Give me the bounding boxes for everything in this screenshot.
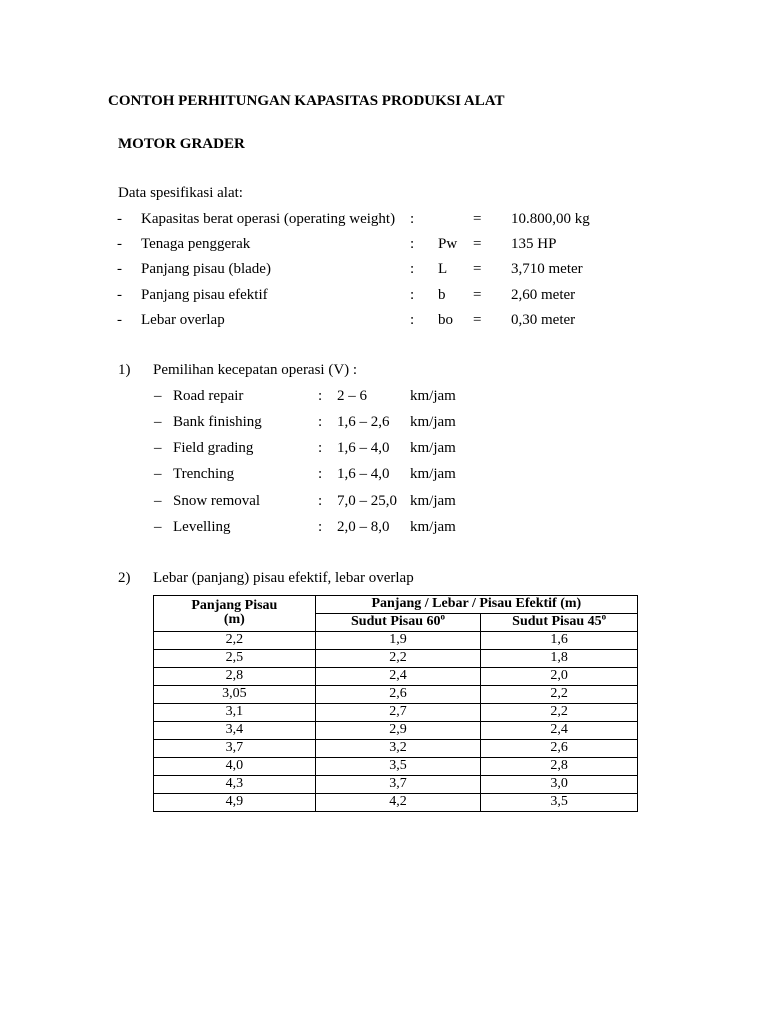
- speed-unit: km/jam: [410, 414, 456, 430]
- table-cell: 1,8: [481, 650, 638, 668]
- spec-equals: =: [473, 312, 482, 328]
- table-cell: 3,4: [154, 722, 316, 740]
- spec-symbol: bo: [438, 312, 453, 328]
- spec-label: Kapasitas berat operasi (operating weight): [141, 211, 396, 227]
- speed-range: 7,0 – 25,0: [337, 493, 397, 509]
- speed-label: Snow removal: [173, 493, 261, 509]
- table-cell: 4,0: [154, 758, 316, 776]
- table-cell: 4,3: [154, 776, 316, 794]
- spec-colon: :: [410, 287, 415, 303]
- table-row: [154, 794, 638, 812]
- speed-label: Trenching: [173, 466, 235, 482]
- table-cell: 3,0: [481, 776, 638, 794]
- speed-dash: –: [154, 414, 162, 430]
- spec-equals: =: [473, 261, 482, 277]
- spec-value: 10.800,00 kg: [511, 211, 590, 227]
- table-row: [154, 704, 638, 722]
- speed-dash: –: [154, 388, 162, 404]
- speed-unit: km/jam: [410, 493, 456, 509]
- table-cell: 3,7: [154, 740, 316, 758]
- speed-colon: :: [318, 414, 323, 430]
- speed-colon: :: [318, 388, 323, 404]
- spec-bullet: -: [117, 287, 122, 303]
- spec-equals: =: [473, 287, 482, 303]
- table-row: [154, 740, 638, 758]
- spec-label: Panjang pisau (blade): [141, 261, 271, 277]
- spec-equals: =: [473, 236, 482, 252]
- table-cell: 2,2: [481, 704, 638, 722]
- speed-label: Bank finishing: [173, 414, 262, 430]
- spec-value: 3,710 meter: [511, 261, 583, 277]
- header-blade-length: Panjang Pisau (m): [154, 596, 316, 632]
- spec-colon: :: [410, 236, 415, 252]
- table-cell: 3,5: [481, 794, 638, 812]
- table-cell: 2,4: [481, 722, 638, 740]
- table-cell: 2,0: [481, 668, 638, 686]
- speed-colon: :: [318, 519, 323, 535]
- spec-symbol: Pw: [438, 236, 458, 252]
- spec-bullet: -: [117, 236, 122, 252]
- table-row: [154, 650, 638, 668]
- spec-equals: =: [473, 211, 482, 227]
- table-cell: 2,5: [154, 650, 316, 668]
- table-body: [154, 632, 638, 812]
- spec-colon: :: [410, 261, 415, 277]
- speed-label: Field grading: [173, 440, 254, 456]
- speed-unit: km/jam: [410, 466, 456, 482]
- section2-number: 2): [118, 570, 131, 586]
- table-cell: 2,7: [315, 704, 481, 722]
- header-angle-60: Sudut Pisau 60$^o$: [315, 614, 481, 632]
- spec-label: Lebar overlap: [141, 312, 225, 328]
- speed-range: 1,6 – 2,6: [337, 414, 390, 430]
- table-cell: 4,9: [154, 794, 316, 812]
- section1-number: 1): [118, 362, 131, 378]
- table-cell: 1,9: [315, 632, 481, 650]
- speed-label: Road repair: [173, 388, 244, 404]
- spec-colon: :: [410, 211, 415, 227]
- speed-dash: –: [154, 466, 162, 482]
- table-cell: 3,7: [315, 776, 481, 794]
- table-cell: 3,05: [154, 686, 316, 704]
- speed-dash: –: [154, 519, 162, 535]
- table-cell: 2,6: [481, 740, 638, 758]
- section2-title: Lebar (panjang) pisau efektif, lebar overlap: [153, 570, 414, 586]
- spec-colon: :: [410, 312, 415, 328]
- table-cell: 2,6: [315, 686, 481, 704]
- table-row: [154, 758, 638, 776]
- document-title: CONTOH PERHITUNGAN KAPASITAS PRODUKSI ALAT: [108, 93, 505, 109]
- table-cell: 2,4: [315, 668, 481, 686]
- speed-unit: km/jam: [410, 388, 456, 404]
- spec-value: 2,60 meter: [511, 287, 576, 303]
- table-row: [154, 722, 638, 740]
- table-cell: 1,6: [481, 632, 638, 650]
- spec-value: 135 HP: [511, 236, 557, 252]
- table-cell: 2,8: [154, 668, 316, 686]
- table-cell: 2,2: [481, 686, 638, 704]
- speed-range: 1,6 – 4,0: [337, 466, 390, 482]
- table-cell: 3,5: [315, 758, 481, 776]
- speed-unit: km/jam: [410, 440, 456, 456]
- spec-bullet: -: [117, 211, 122, 227]
- speed-range: 1,6 – 4,0: [337, 440, 390, 456]
- table-cell: 2,2: [154, 632, 316, 650]
- speed-label: Levelling: [173, 519, 231, 535]
- spec-bullet: -: [117, 312, 122, 328]
- table-cell: 2,2: [315, 650, 481, 668]
- table-row: [154, 668, 638, 686]
- section1-title: Pemilihan kecepatan operasi (V) :: [153, 362, 358, 378]
- speed-range: 2,0 – 8,0: [337, 519, 390, 535]
- spec-label: Tenaga penggerak: [141, 236, 251, 252]
- speed-unit: km/jam: [410, 519, 456, 535]
- table-row: [154, 632, 638, 650]
- header-angle-45: Sudut Pisau 45$^o$: [481, 614, 638, 632]
- speed-range: 2 – 6: [337, 388, 367, 404]
- spec-value: 0,30 meter: [511, 312, 576, 328]
- section-subtitle: MOTOR GRADER: [118, 136, 245, 152]
- spec-label: Panjang pisau efektif: [141, 287, 268, 303]
- spec-symbol: L: [438, 261, 448, 277]
- table-row: [154, 686, 638, 704]
- speed-dash: –: [154, 440, 162, 456]
- table-cell: 4,2: [315, 794, 481, 812]
- table-cell: 3,1: [154, 704, 316, 722]
- speed-colon: :: [318, 466, 323, 482]
- spec-symbol: b: [438, 287, 446, 303]
- table-row: [154, 776, 638, 794]
- speed-colon: :: [318, 493, 323, 509]
- speed-dash: –: [154, 493, 162, 509]
- table-cell: 2,9: [315, 722, 481, 740]
- table-cell: 2,8: [481, 758, 638, 776]
- table-cell: 3,2: [315, 740, 481, 758]
- header-effective-width: Panjang / Lebar / Pisau Efektif (m): [315, 596, 637, 614]
- speed-colon: :: [318, 440, 323, 456]
- blade-table: [153, 595, 638, 812]
- spec-bullet: -: [117, 261, 122, 277]
- spec-heading: Data spesifikasi alat:: [118, 185, 243, 201]
